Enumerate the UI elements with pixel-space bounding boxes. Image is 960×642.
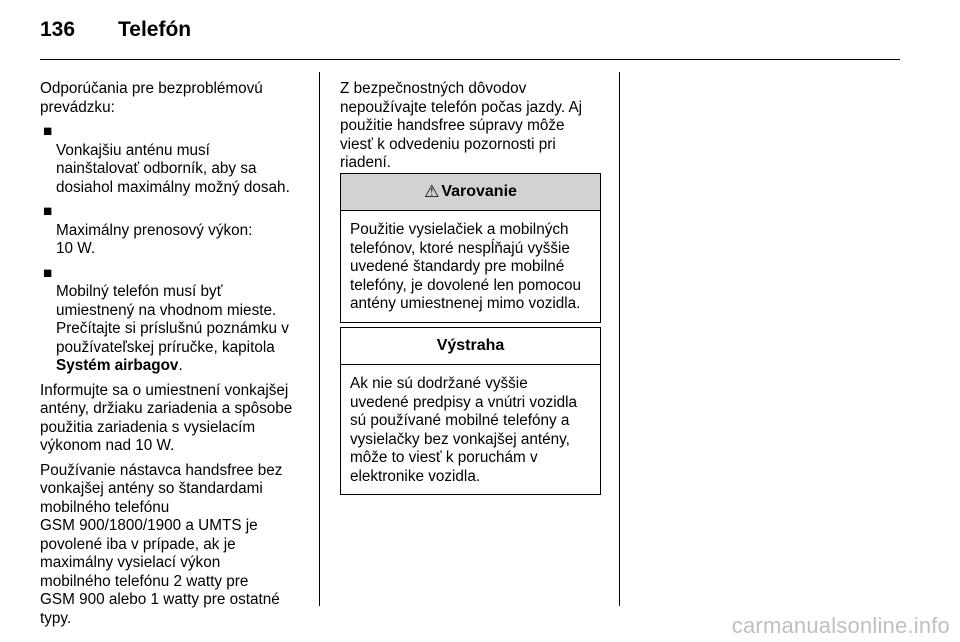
bullet-icon: ■ xyxy=(43,264,53,282)
recommendation-list xyxy=(40,123,312,376)
list-item-suffix: . xyxy=(178,357,183,374)
paragraph-antenna: Informujte sa o umiestnení vonkajšej antény, držiaku zariadenia a spôsobe použitia zariadenia s vysielacím výkonom nad 10 W. xyxy=(40,381,293,454)
warning-box xyxy=(340,173,601,323)
column-divider-1 xyxy=(319,72,320,606)
bullet-icon: ■ xyxy=(43,203,53,220)
section-title: Telefón xyxy=(118,18,192,41)
list-item-text: Mobilný telefón musí byť umiestnený na vhodnom mieste. Prečítajte si príslušnú poznámku v používateľskej príručke, kapitola xyxy=(56,283,289,356)
caution-box-body: Ak nie sú dodržané vyššie uvedené predpisy a vnútri vozidla sú používané mobilné telefóny a vysielačky bez vonkajšej antény, môže to viesť k poruchám v elektronike vozidla. xyxy=(350,375,578,485)
warning-box-header xyxy=(341,174,600,211)
bullet-icon: ■ xyxy=(43,123,53,140)
watermark: carmanualsonline.info xyxy=(731,613,950,638)
intro-text: Odporúčania pre bezproblémovú prevádzku: xyxy=(40,80,263,116)
list-item-text: Maximálny prenosový výkon: 10 W. xyxy=(56,221,253,257)
warning-box-body: Použitie vysielačiek a mobilných telefónov, ktoré nespĺňajú vyššie uvedené štandardy pre mobilné telefóny, je dovolené len pomocou antény umiestnenej mimo vozidla. xyxy=(350,221,582,312)
chapter-reference: Systém airbagov xyxy=(56,357,179,374)
paragraph-handsfree: Používanie nástavca handsfree bez vonkajšej antény so štandardami mobilného telefónu GSM 900/1800/1900 a UMTS je povolené iba v prípade, ak je maximálny vysielací výkon mobilného telefónu 2 watty pre GSM 900 alebo 1 watty pre ostatné typy. xyxy=(40,461,283,627)
caution-box xyxy=(340,327,601,495)
list-item xyxy=(40,123,312,197)
column-2 xyxy=(340,80,602,179)
column-1 xyxy=(40,80,312,634)
warning-triangle-icon: ⚠ xyxy=(424,182,440,201)
list-item xyxy=(40,265,312,376)
header-rule xyxy=(40,59,900,60)
list-item xyxy=(40,203,312,259)
list-item-text: Vonkajšiu anténu musí nainštalovať odborník, aby sa dosiahol maximálny možný dosah. xyxy=(56,141,290,196)
caution-box-header xyxy=(341,328,600,365)
warning-box-title: Varovanie xyxy=(441,183,517,200)
paragraph-safety: Z bezpečnostných dôvodov nepoužívajte telefón počas jazdy. Aj použitie handsfree súpravy môže viesť k odvedeniu pozornosti pri riadení. xyxy=(340,80,583,171)
page-number: 136 xyxy=(40,18,76,41)
column-divider-2 xyxy=(619,72,620,606)
caution-box-title: Výstraha xyxy=(436,337,505,354)
